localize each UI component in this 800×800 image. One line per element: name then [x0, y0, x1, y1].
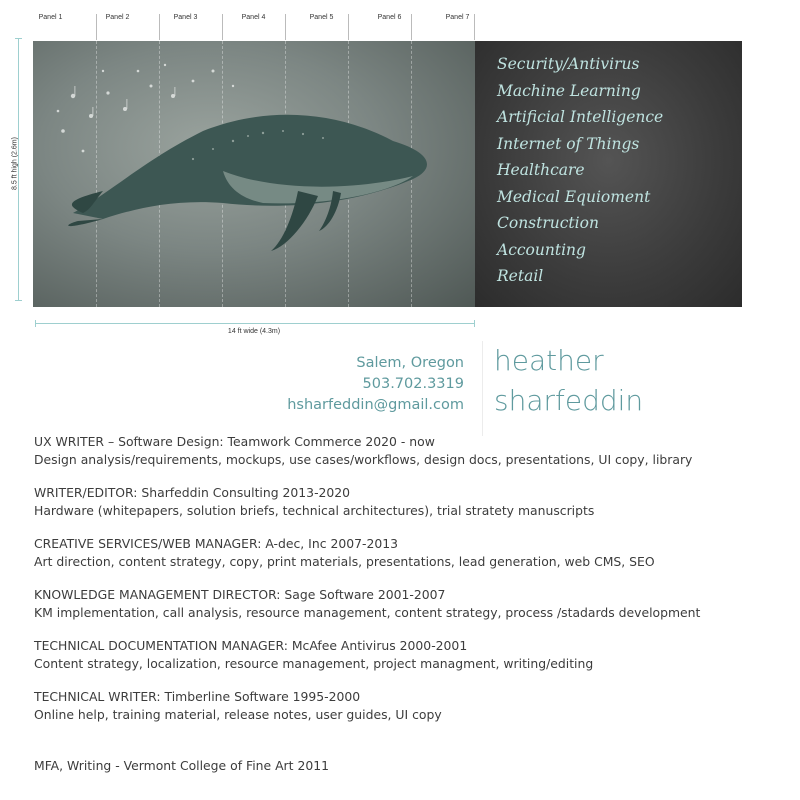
- height-dimension-cap: [15, 38, 22, 39]
- industry-item: Healthcare: [497, 161, 585, 179]
- job-entry: [34, 637, 774, 673]
- height-dimension-cap: [15, 300, 22, 301]
- panel-label-4: Panel 4: [241, 14, 266, 21]
- job-details: Online help, training material, release notes, user guides, UI copy: [34, 707, 442, 722]
- job-title: KNOWLEDGE MANAGEMENT DIRECTOR: Sage Software 2001-2007: [34, 587, 446, 602]
- job-details: KM implementation, call analysis, resource management, content strategy, process /stadards development: [34, 605, 701, 620]
- industry-item: Internet of Things: [497, 134, 640, 153]
- job-details: Hardware (whitepapers, solution briefs, technical architectures), trial stratety manuscripts: [34, 503, 595, 518]
- phone-number[interactable]: 503.702.3319: [362, 376, 464, 392]
- job-title: WRITER/EDITOR: Sharfeddin Consulting 2013-2020: [34, 485, 351, 500]
- panel-label-5: Panel 5: [309, 14, 334, 21]
- panel-label-1: Panel 1: [38, 14, 63, 21]
- industry-item: Retail: [497, 267, 544, 285]
- job-title: CREATIVE SERVICES/WEB MANAGER: A-dec, Inc 2007-2013: [34, 536, 398, 551]
- job-title: TECHNICAL DOCUMENTATION MANAGER: McAfee Antivirus 2000-2001: [34, 638, 468, 653]
- industry-item: Construction: [497, 214, 599, 232]
- job-entry: [34, 433, 774, 469]
- industry-item: Artificial Intelligence: [497, 108, 664, 126]
- industries-chalkboard: [475, 41, 742, 307]
- job-entry: [34, 484, 774, 520]
- email-link[interactable]: hsharfeddin@gmail.com: [287, 397, 464, 413]
- contact-info: [287, 353, 464, 416]
- panel-label-2: Panel 2: [105, 14, 130, 21]
- person-name: [494, 341, 643, 421]
- last-name: sharfeddin: [494, 384, 644, 417]
- job-details: Content strategy, localization, resource management, project managment, writing/editing: [34, 656, 594, 671]
- panel-label-3: Panel 3: [173, 14, 198, 21]
- panel-divider: [285, 14, 286, 40]
- whale-mural-image: [33, 41, 475, 307]
- job-entry: [34, 586, 774, 622]
- divider: [482, 341, 483, 436]
- job-entry: [34, 535, 774, 571]
- industry-item: Machine Learning: [497, 81, 641, 100]
- industry-item: Security/Antivirus: [497, 55, 640, 73]
- first-name: heather: [494, 344, 604, 377]
- panel-labels: [33, 14, 475, 40]
- width-dimension-label: 14 ft wide (4.3m): [227, 328, 281, 335]
- experience-list: [34, 433, 774, 739]
- width-dimension-cap: [474, 320, 475, 327]
- panel-label-6: Panel 6: [377, 14, 402, 21]
- industries-list: [475, 41, 742, 290]
- job-title: TECHNICAL WRITER: Timberline Software 1995-2000: [34, 689, 361, 704]
- job-details: Art direction, content strategy, copy, print materials, presentations, lead generation, web CMS, SEO: [34, 554, 655, 569]
- width-dimension-cap: [35, 320, 36, 327]
- job-title: UX WRITER – Software Design: Teamwork Commerce 2020 - now: [34, 434, 435, 449]
- industry-item: Accounting: [497, 240, 586, 259]
- whale-illustration: [33, 41, 475, 307]
- job-details: Design analysis/requirements, mockups, use cases/workflows, design docs, presentations, UI copy, library: [34, 452, 693, 467]
- height-dimension-label: 8.5 ft high (2.6m): [11, 137, 19, 190]
- education-entry: MFA, Writing - Vermont College of Fine Art 2011: [34, 758, 329, 773]
- panel-label-7: Panel 7: [445, 14, 470, 21]
- width-dimension-line: [35, 323, 475, 324]
- location-text: Salem, Oregon: [356, 355, 464, 371]
- industry-item: Medical Equioment: [497, 187, 651, 206]
- job-entry: [34, 688, 774, 724]
